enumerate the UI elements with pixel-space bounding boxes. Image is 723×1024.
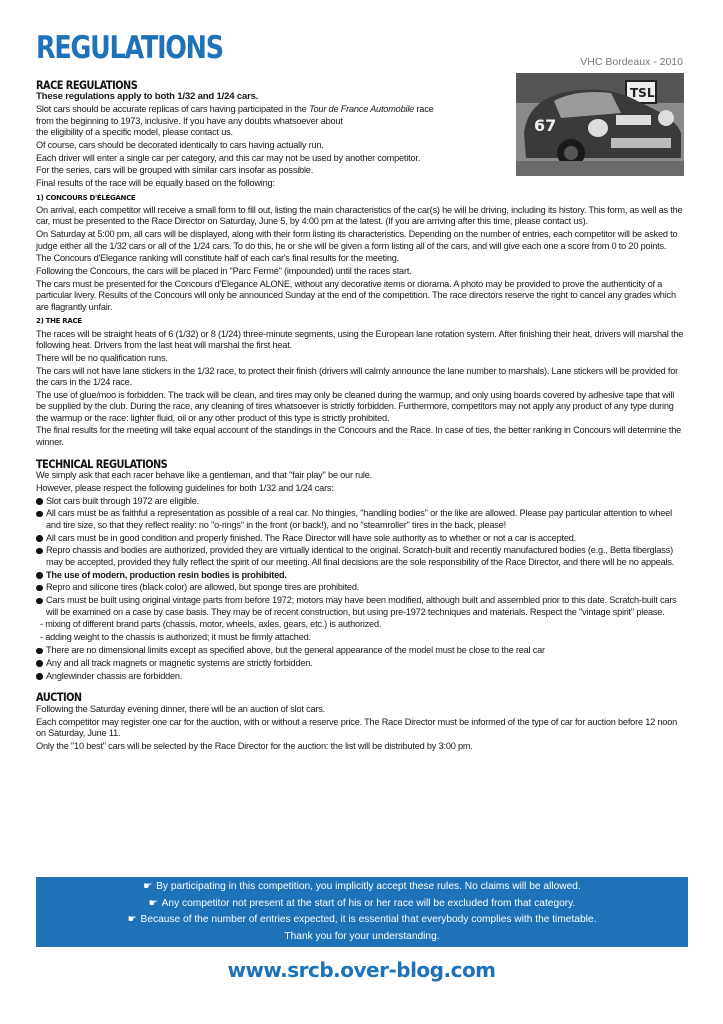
sub-rule: - mixing of different brand parts (chassis, motor, wheels, axles, gears, etc.) is authorized. <box>40 619 382 630</box>
rule-text: All cars must be as faithful a representation as possible of a real car. No thingies, "handling bodies" or the like are allowed. Please pay particular attention to wheel and tire size, so that they reflect reality: no "o-rings" in the front (or back!), and no "steamroller" tires in the back, please! <box>46 508 672 530</box>
intro-text-end: race <box>414 104 434 115</box>
list-item <box>36 533 686 544</box>
list-item <box>36 496 686 507</box>
rule-text: The use of modern, production resin bodies is prohibited. <box>46 569 287 580</box>
svg-text:67: 67 <box>534 116 557 135</box>
intro-text-line3: the eligibility of a specific model, please contact us. <box>36 127 233 138</box>
technical-rules-list-continued <box>36 645 686 682</box>
technical-regulations-section <box>36 456 686 682</box>
website-link[interactable]: www.srcb.over-blog.com <box>227 958 496 982</box>
auction-paragraph: Each competitor may register one car for the auction, with or without a reserve price. The Race Director must be informed of the type of car for auction before 12 noon on Saturday, June 11. <box>36 716 678 739</box>
intro-paragraph <box>36 104 506 138</box>
auction-section <box>36 692 686 752</box>
race-paragraph: The races will be straight heats of 6 (1/32) or 8 (1/24) three-minute segments, using the European lane rotation system. After finishing their heat, drivers will marshal the following heat. Drivers from the last heat will marshal the first heat. <box>36 328 684 351</box>
concours-paragraph: On arrival, each competitor will receive a small form to fill out, listing the main characteristics of the car(s) he will be driving, including its history. This form, as well as the car, must be presented to the Race Director on Saturday, June 5, by 4:00 pm at the latest. (If you are arriving after this time, please contact us). <box>36 205 683 227</box>
list-item <box>36 645 686 656</box>
list-item <box>36 582 686 593</box>
notice-line: ☛ Because of the number of entries expected, it is essential that everybody complies with the timetable. <box>127 914 597 925</box>
rule-text: Slot cars built through 1972 are eligible. <box>46 495 199 506</box>
concours-paragraph: The Concours d'Elegance ranking will constitute half of each car's final results for the meeting. <box>36 253 400 264</box>
sub-rule: - adding weight to the chassis is authorized; it must be firmly attached. <box>40 632 311 643</box>
race-regulations-heading: RACE REGULATIONS <box>36 78 138 92</box>
list-item <box>36 658 686 669</box>
decorated-paragraph: Of course, cars should be decorated identically to cars having actually run. <box>36 139 324 150</box>
auction-paragraph: Following the Saturday evening dinner, there will be an auction of slot cars. <box>36 703 325 714</box>
concours-paragraph: The cars must be presented for the Concours d'Elegance ALONE, without any decorative items or diorama. A photo may be provided to prove the authenticity of a particular livery. Results of the Concours will only be announced Sunday at the end of the competition. The race directors reserve the right to cancel any grades which are flagrantly unfair. <box>36 279 676 312</box>
concours-paragraph: On Saturday at 5:00 pm, all cars will be displayed, along with their form listing its characteristics. Depending on the number of entries, each competitor will be asked to judge either all the 1/32 cars or all of the 1/24 cars. To do this, he or she will be given a form listing all of the cars, and will give each one a score from 0 to 20 points. <box>36 229 678 251</box>
notice-line: ☛ By participating in this competition, you implicitly accept these rules. No claims will be allowed. <box>143 881 581 892</box>
race-paragraph: The final results for the meeting will take equal account of the standings in the Concours and the Race. In case of ties, the better ranking in Concours will determine the winner. <box>36 425 682 447</box>
race-regulations-lead: These regulations apply to both 1/32 and 1/24 cars. <box>36 91 259 103</box>
technical-intro: However, please respect the following guidelines for both 1/32 and 1/24 cars: <box>36 482 334 493</box>
pointing-hand-icon: ☛ <box>148 897 158 909</box>
concours-heading: 1) CONCOURS D'ÉLÉGANCE <box>36 193 136 202</box>
svg-text:TSL: TSL <box>630 86 655 100</box>
bullet-icon <box>36 598 43 605</box>
bullet-icon <box>36 648 43 655</box>
series-paragraph: For the series, cars will be grouped with similar cars insofar as possible. <box>36 165 314 176</box>
pointing-hand-icon: ☛ <box>127 914 137 925</box>
auction-heading: AUCTION <box>36 690 82 705</box>
tour-de-france-name: Tour de France Automobile <box>308 104 415 115</box>
list-item <box>36 545 686 568</box>
final-results-paragraph: Final results of the race will be equally based on the following: <box>36 178 275 189</box>
technical-regulations-heading: TECHNICAL REGULATIONS <box>36 456 168 471</box>
rule-text: Any and all track magnets or magnetic systems are strictly forbidden. <box>46 657 313 668</box>
bullet-icon <box>36 548 43 555</box>
rule-text: Cars must be built using original vintage parts from before 1972; motors may have been modified, although built and assembled prior to this date. Scratch-built cars will be examined on a case by case basis. They may be of recent construction, but using pre-1972 techniques and materials. Respect the "vintage spirit" please. <box>46 595 677 617</box>
rule-text: Repro and silicone tires (black color) are allowed, but sponge tires are prohibited. <box>46 582 360 593</box>
race-paragraph: There will be no qualification runs. <box>36 352 168 363</box>
page-title: REGULATIONS <box>36 30 223 66</box>
bullet-icon <box>36 660 43 667</box>
bullet-icon <box>36 572 43 579</box>
list-item <box>36 508 686 531</box>
race-paragraph: The use of glue/moo is forbidden. The track will be clean, and tires may only be cleaned during the warmup, and only using boards covered by adhesive tape that will be supplied by the club. During the race, any cleaning of tires whatsoever is strictly forbidden. Furthermore, competitors may not apply any product of any type during the warmup or the race: lighter fluid, oil or any other product of this type is strictly prohibited. <box>36 389 675 423</box>
bullet-icon <box>36 585 43 592</box>
intro-text: Slot cars should be accurate replicas of cars having participated in the <box>36 104 309 115</box>
list-item <box>36 570 686 581</box>
race-paragraph: The cars will not have lane stickers in the 1/32 race, to protect their finish (drivers will calmly announce the lane number to marshals). Lane stickers will be provided for the cars in the 1/24 race. <box>36 365 679 388</box>
rule-text: Repro chassis and bodies are authorized, provided they are virtually identical to the original. Scratch-built and recently manufactured bodies (e.g., Betta fiberglass) may be accepted, provided they fully reflect the spirit of our meeting. All final decisions are the sole responsibility of the Race Director, and there will be no appeals. <box>46 545 675 567</box>
event-label: VHC Bordeaux - 2010 <box>580 56 683 68</box>
pointing-hand-icon: ☛ <box>143 881 153 892</box>
rule-text: Anglewinder chassis are forbidden. <box>46 670 183 681</box>
auction-paragraph: Only the "10 best" cars will be selected by the Race Director for the auction: the list will be distributed by 3:00 pm. <box>36 740 473 751</box>
race-heading: 2) THE RACE <box>36 317 82 326</box>
notice-line: ☛ Any competitor not present at the start of his or her race will be excluded from that category. <box>148 897 576 909</box>
list-item <box>36 671 686 682</box>
technical-rules-list <box>36 496 686 618</box>
bullet-icon <box>36 511 43 518</box>
bullet-icon <box>36 498 43 505</box>
notice-thanks: Thank you for your understanding. <box>284 930 440 942</box>
rule-text: There are no dimensional limits except as specified above, but the general appearance of the model must be close to the real car <box>46 645 545 656</box>
list-item <box>36 595 686 618</box>
rule-text: All cars must be in good condition and properly finished. The Race Director will have sole authority as to whether or not a car is accepted. <box>46 532 577 543</box>
race-regulations-section <box>36 80 686 448</box>
concours-paragraph: Following the Concours, the cars will be placed in "Parc Fermé" (impounded) until the races start. <box>36 266 412 277</box>
bullet-icon <box>36 535 43 542</box>
regulations-content <box>36 80 686 754</box>
intro-text-line2: from the beginning to 1973, inclusive. If you have any doubts whatsoever about <box>36 115 343 126</box>
notice-box <box>36 877 688 947</box>
single-car-paragraph: Each driver will enter a single car per category, and this car may not be used by another competitor. <box>36 152 421 163</box>
technical-intro: We simply ask that each racer behave like a gentleman, and that "fair play" be our rule. <box>36 470 373 481</box>
bullet-icon <box>36 673 43 680</box>
